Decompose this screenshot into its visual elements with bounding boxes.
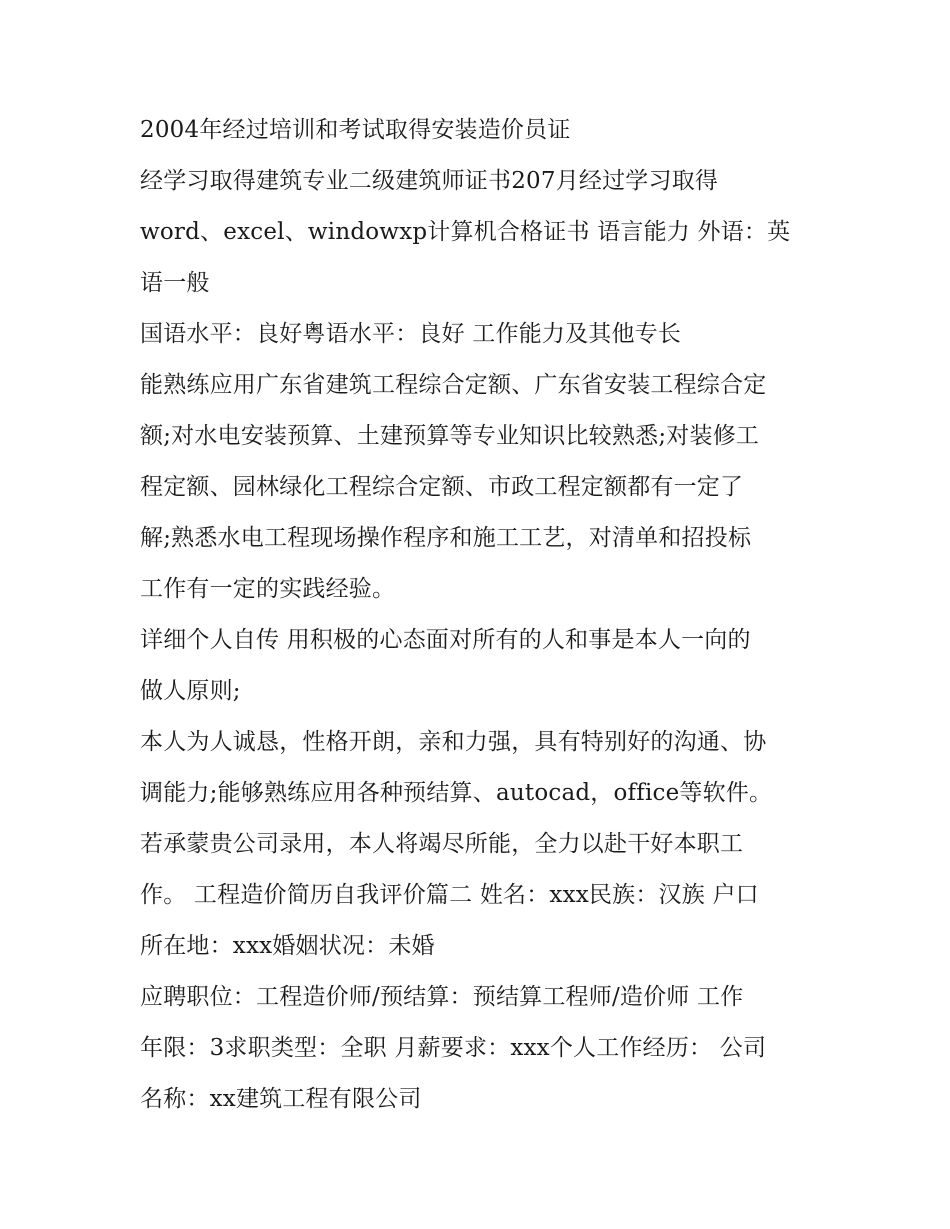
text-line: 作。 工程造价简历自我评价篇二 姓名：xxx民族：汉族 户口 [140,882,759,908]
text-line: 国语水平：良好粤语水平：良好 工作能力及其他专长 [140,321,682,347]
text-line: word、excel、windowxp计算机合格证书 语言能力 外语：英 [140,219,791,245]
document-body [140,105,820,1125]
text-line: 额;对水电安装预算、土建预算等专业知识比较熟悉;对装修工 [140,423,760,449]
text-line: 做人原则; [140,678,241,704]
text-line: 工作有一定的实践经验。 [140,576,396,602]
text-line: 能熟练应用广东省建筑工程综合定额、广东省安装工程综合定 [140,372,767,398]
text-line: 解;熟悉水电工程现场操作程序和施工工艺，对清单和招投标 [140,525,752,551]
text-line: 调能力;能够熟练应用各种预结算、autocad，office等软件。 [140,780,773,806]
text-line: 应聘职位：工程造价师/预结算：预结算工程师/造价师 工作 [140,984,744,1010]
text-line: 经学习取得建筑专业二级建筑师证书207月经过学习取得 [140,168,719,194]
text-line: 年限：3求职类型：全职 月薪要求：xxx个人工作经历： 公司 [140,1035,767,1061]
text-line: 语一般 [140,270,210,296]
text-line: 详细个人自传 用积极的心态面对所有的人和事是本人一向的 [140,627,751,653]
text-line: 名称：xx建筑工程有限公司 [140,1086,422,1112]
text-line: 若承蒙贵公司录用，本人将竭尽所能，全力以赴干好本职工 [140,831,744,857]
text-line: 所在地：xxx婚姻状况：未婚 [140,933,435,959]
text-line: 2004年经过培训和考试取得安装造价员证 [140,117,571,143]
text-line: 程定额、园林绿化工程综合定额、市政工程定额都有一定了 [140,474,744,500]
text-line: 本人为人诚恳，性格开朗，亲和力强，具有特别好的沟通、协 [140,729,767,755]
